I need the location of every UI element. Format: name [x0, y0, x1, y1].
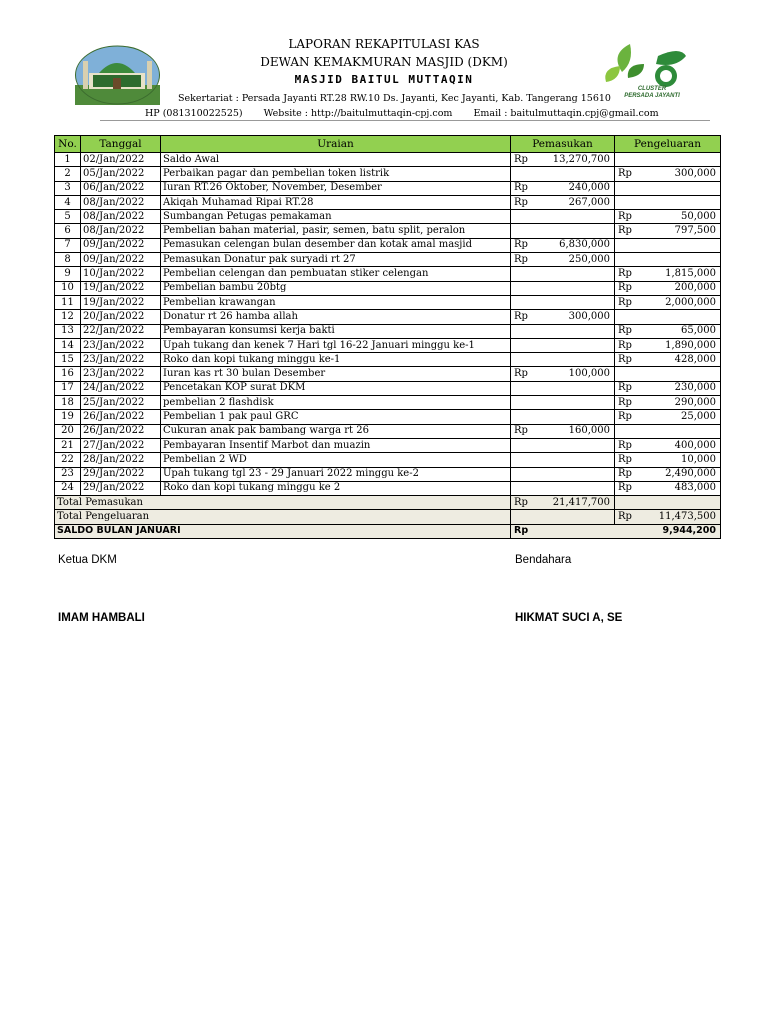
row-number: 20: [55, 424, 81, 438]
income-cell: [511, 410, 615, 424]
expense-cell: [615, 210, 721, 224]
expense-value: 400,000: [674, 439, 716, 451]
row-date: 23/Jan/2022: [81, 367, 161, 381]
table-row: [55, 295, 721, 309]
expense-value: 65,000: [681, 325, 716, 337]
income-cell: [511, 224, 615, 238]
row-number: 1: [55, 153, 81, 167]
currency-label: Rp: [618, 325, 632, 337]
row-date: 26/Jan/2022: [81, 424, 161, 438]
table-row: [55, 453, 721, 467]
income-cell: [511, 210, 615, 224]
row-date: 08/Jan/2022: [81, 224, 161, 238]
income-cell: [511, 324, 615, 338]
table-header-row: [55, 136, 721, 153]
table-row: [55, 396, 721, 410]
expense-value: 10,000: [681, 453, 716, 465]
expense-cell: [615, 438, 721, 452]
table-row: [55, 153, 721, 167]
expense-cell: [615, 324, 721, 338]
mosque-name: MASJID BAITUL MUTTAQIN: [294, 73, 474, 86]
currency-label: Rp: [514, 182, 528, 194]
income-value: 267,000: [568, 196, 610, 208]
currency-label: Rp: [618, 353, 632, 365]
row-description: Pembelian krawangan: [161, 295, 511, 309]
row-date: 02/Jan/2022: [81, 153, 161, 167]
row-date: 09/Jan/2022: [81, 253, 161, 267]
row-description: Pembelian 2 WD: [161, 453, 511, 467]
column-header-no: No.: [55, 136, 81, 153]
table-row: [55, 310, 721, 324]
currency-label: Rp: [618, 382, 632, 394]
row-description: Iuran RT.26 Oktober, November, Desember: [161, 181, 511, 195]
column-header-description: Uraian: [161, 136, 511, 153]
expense-value: 1,890,000: [665, 339, 716, 351]
expense-value: 428,000: [674, 353, 716, 365]
table-row: [55, 424, 721, 438]
expense-value: 1,815,000: [665, 268, 716, 280]
expense-cell: [615, 224, 721, 238]
expense-cell: [615, 396, 721, 410]
row-date: 09/Jan/2022: [81, 238, 161, 252]
currency-label: Rp: [618, 296, 632, 308]
row-description: Pencetakan KOP surat DKM: [161, 381, 511, 395]
row-date: 10/Jan/2022: [81, 267, 161, 281]
income-cell: [511, 153, 615, 167]
table-row: [55, 481, 721, 495]
table-row: [55, 381, 721, 395]
expense-cell: [615, 367, 721, 381]
expense-cell: [615, 253, 721, 267]
column-header-expense: Pengeluaran: [615, 136, 721, 153]
income-cell: [511, 195, 615, 209]
table-row: [55, 181, 721, 195]
income-cell: [511, 381, 615, 395]
row-number: 12: [55, 310, 81, 324]
income-value: 160,000: [568, 425, 610, 437]
table-row: [55, 210, 721, 224]
row-description: pembelian 2 flashdisk: [161, 396, 511, 410]
row-date: 23/Jan/2022: [81, 353, 161, 367]
row-number: 18: [55, 396, 81, 410]
row-number: 14: [55, 338, 81, 352]
expense-cell: [615, 195, 721, 209]
income-cell: [511, 310, 615, 324]
expense-cell: [615, 310, 721, 324]
expense-cell: [615, 167, 721, 181]
table-row: [55, 281, 721, 295]
address-line: Sekertariat : Persada Jayanti RT.28 RW.10 Ds. Jayanti, Kec Jayanti, Kab. Tangerang 15610: [178, 93, 611, 104]
total-expense-cell: [615, 510, 721, 524]
total-expense-row: [55, 510, 721, 524]
currency-label: Rp: [514, 239, 528, 251]
contact-line: [145, 108, 677, 119]
row-number: 21: [55, 438, 81, 452]
saldo-label: SALDO BULAN JANUARI: [55, 524, 511, 538]
expense-value: 25,000: [681, 410, 716, 422]
expense-value: 2,490,000: [665, 468, 716, 480]
currency-label: Rp: [618, 439, 632, 451]
income-cell: [511, 396, 615, 410]
income-cell: [511, 238, 615, 252]
income-value: 6,830,000: [559, 239, 610, 251]
row-date: 06/Jan/2022: [81, 181, 161, 195]
income-cell: [511, 367, 615, 381]
saldo-cell: [511, 524, 721, 538]
income-cell: [511, 181, 615, 195]
currency-label: Rp: [618, 511, 632, 523]
total-expense-label: Total Pengeluaran: [55, 510, 511, 524]
income-value: 250,000: [568, 253, 610, 265]
income-cell: [511, 338, 615, 352]
row-number: 6: [55, 224, 81, 238]
row-date: 08/Jan/2022: [81, 195, 161, 209]
expense-cell: [615, 281, 721, 295]
currency-label: Rp: [618, 482, 632, 494]
row-description: Pembelian bahan material, pasir, semen, batu split, peralon: [161, 224, 511, 238]
table-row: [55, 195, 721, 209]
row-number: 15: [55, 353, 81, 367]
total-income-row: [55, 496, 721, 510]
row-number: 22: [55, 453, 81, 467]
income-cell: [511, 253, 615, 267]
expense-value: 230,000: [674, 382, 716, 394]
row-number: 8: [55, 253, 81, 267]
row-date: 19/Jan/2022: [81, 281, 161, 295]
income-cell: [511, 453, 615, 467]
row-description: Saldo Awal: [161, 153, 511, 167]
row-description: Upah tukang dan kenek 7 Hari tgl 16-22 Januari minggu ke-1: [161, 338, 511, 352]
treasurer-name: HIKMAT SUCI A, SE: [515, 612, 623, 624]
row-description: Pembelian 1 pak paul GRC: [161, 410, 511, 424]
total-income-label: Total Pemasukan: [55, 496, 511, 510]
row-date: 26/Jan/2022: [81, 410, 161, 424]
income-cell: [511, 424, 615, 438]
currency-label: Rp: [618, 268, 632, 280]
row-number: 3: [55, 181, 81, 195]
total-income-cell: [511, 496, 615, 510]
row-number: 2: [55, 167, 81, 181]
income-cell: [511, 481, 615, 495]
expense-cell: [615, 467, 721, 481]
expense-value: 797,500: [674, 225, 716, 237]
row-description: Roko dan kopi tukang minggu ke 2: [161, 481, 511, 495]
expense-value: 290,000: [674, 396, 716, 408]
expense-cell: [615, 381, 721, 395]
report-title: LAPORAN REKAPITULASI KAS: [288, 37, 480, 51]
currency-label: Rp: [618, 410, 632, 422]
income-value: 100,000: [568, 368, 610, 380]
row-date: 05/Jan/2022: [81, 167, 161, 181]
currency-label: Rp: [514, 196, 528, 208]
website-link[interactable]: Website : http://baitulmuttaqin-cpj.com: [263, 108, 453, 119]
currency-label: Rp: [618, 282, 632, 294]
row-date: 19/Jan/2022: [81, 295, 161, 309]
income-cell: [511, 295, 615, 309]
row-number: 5: [55, 210, 81, 224]
expense-cell: [615, 295, 721, 309]
row-description: Iuran kas rt 30 bulan Desember: [161, 367, 511, 381]
row-description: Roko dan kopi tukang minggu ke-1: [161, 353, 511, 367]
currency-label: Rp: [618, 453, 632, 465]
income-value: 300,000: [568, 310, 610, 322]
row-description: Pembelian bambu 20btg: [161, 281, 511, 295]
column-header-date: Tanggal: [81, 136, 161, 153]
currency-label: Rp: [514, 253, 528, 265]
expense-cell: [615, 353, 721, 367]
cluster-label: CLUSTER: [637, 86, 667, 92]
currency-label: Rp: [618, 225, 632, 237]
row-number: 24: [55, 481, 81, 495]
expense-cell: [615, 453, 721, 467]
row-date: 29/Jan/2022: [81, 481, 161, 495]
total-income-value: 21,417,700: [552, 496, 610, 508]
saldo-value: 9,944,200: [662, 525, 716, 537]
table-row: [55, 438, 721, 452]
income-cell: [511, 267, 615, 281]
expense-cell: [615, 181, 721, 195]
row-description: Sumbangan Petugas pemakaman: [161, 210, 511, 224]
expense-value: 483,000: [674, 482, 716, 494]
row-description: Pembayaran konsumsi kerja bakti: [161, 324, 511, 338]
currency-label: Rp: [514, 496, 528, 508]
organization-title: DEWAN KEMAKMURAN MASJID (DKM): [260, 55, 508, 69]
income-cell: [511, 467, 615, 481]
header-divider: [100, 120, 710, 121]
table-row: [55, 238, 721, 252]
row-date: 28/Jan/2022: [81, 453, 161, 467]
row-description: Upah tukang tgl 23 - 29 Januari 2022 minggu ke-2: [161, 467, 511, 481]
table-row: [55, 324, 721, 338]
expense-cell: [615, 267, 721, 281]
column-header-income: Pemasukan: [511, 136, 615, 153]
row-number: 9: [55, 267, 81, 281]
income-value: 240,000: [568, 182, 610, 194]
currency-label: Rp: [618, 167, 632, 179]
expense-value: 50,000: [681, 210, 716, 222]
row-number: 19: [55, 410, 81, 424]
cluster-name: PERSADA JAYANTI: [624, 93, 680, 99]
currency-label: Rp: [514, 310, 528, 322]
row-number: 16: [55, 367, 81, 381]
currency-label: Rp: [618, 339, 632, 351]
row-date: 20/Jan/2022: [81, 310, 161, 324]
row-number: 17: [55, 381, 81, 395]
row-number: 7: [55, 238, 81, 252]
row-description: Perbaikan pagar dan pembelian token listrik: [161, 167, 511, 181]
row-description: Pembayaran Insentif Marbot dan muazin: [161, 438, 511, 452]
phone-number: HP (081310022525): [145, 108, 243, 119]
expense-cell: [615, 153, 721, 167]
income-cell: [511, 353, 615, 367]
row-date: 22/Jan/2022: [81, 324, 161, 338]
row-date: 24/Jan/2022: [81, 381, 161, 395]
currency-label: Rp: [514, 153, 528, 165]
table-row: [55, 167, 721, 181]
row-description: Pemasukan Donatur pak suryadi rt 27: [161, 253, 511, 267]
saldo-row: [55, 524, 721, 538]
row-date: 25/Jan/2022: [81, 396, 161, 410]
total-expense-value: 11,473,500: [658, 511, 716, 523]
table-row: [55, 367, 721, 381]
row-number: 11: [55, 295, 81, 309]
row-number: 23: [55, 467, 81, 481]
expense-cell: [615, 238, 721, 252]
expense-value: 2,000,000: [665, 296, 716, 308]
expense-value: 300,000: [674, 167, 716, 179]
currency-label: Rp: [514, 425, 528, 437]
row-date: 08/Jan/2022: [81, 210, 161, 224]
row-description: Pemasukan celengan bulan desember dan kotak amal masjid: [161, 238, 511, 252]
currency-label: Rp: [618, 396, 632, 408]
currency-label: Rp: [514, 525, 529, 537]
table-row: [55, 338, 721, 352]
income-cell: [511, 167, 615, 181]
expense-cell: [615, 481, 721, 495]
income-cell: [511, 281, 615, 295]
currency-label: Rp: [618, 210, 632, 222]
currency-label: Rp: [618, 468, 632, 480]
income-value: 13,270,700: [552, 153, 610, 165]
row-date: 23/Jan/2022: [81, 338, 161, 352]
table-row: [55, 267, 721, 281]
treasurer-role: Bendahara: [515, 554, 572, 566]
expense-cell: [615, 424, 721, 438]
row-date: 29/Jan/2022: [81, 467, 161, 481]
expense-value: 200,000: [674, 282, 716, 294]
expense-cell: [615, 410, 721, 424]
expense-cell: [615, 338, 721, 352]
row-number: 4: [55, 195, 81, 209]
row-description: Akiqah Muhamad Ripai RT.28: [161, 195, 511, 209]
email-address[interactable]: Email : baitulmuttaqin.cpj@gmail.com: [473, 108, 659, 119]
row-description: Pembelian celengan dan pembuatan stiker celengan: [161, 267, 511, 281]
row-date: 27/Jan/2022: [81, 438, 161, 452]
table-row: [55, 467, 721, 481]
row-number: 13: [55, 324, 81, 338]
table-row: [55, 410, 721, 424]
chairman-name: IMAM HAMBALI: [58, 612, 145, 624]
row-description: Donatur rt 26 hamba allah: [161, 310, 511, 324]
table-row: [55, 353, 721, 367]
income-cell: [511, 438, 615, 452]
table-row: [55, 253, 721, 267]
row-description: Cukuran anak pak bambang warga rt 26: [161, 424, 511, 438]
currency-label: Rp: [514, 368, 528, 380]
table-row: [55, 224, 721, 238]
chairman-role: Ketua DKM: [58, 554, 117, 566]
row-number: 10: [55, 281, 81, 295]
cash-ledger-table: [54, 135, 721, 539]
